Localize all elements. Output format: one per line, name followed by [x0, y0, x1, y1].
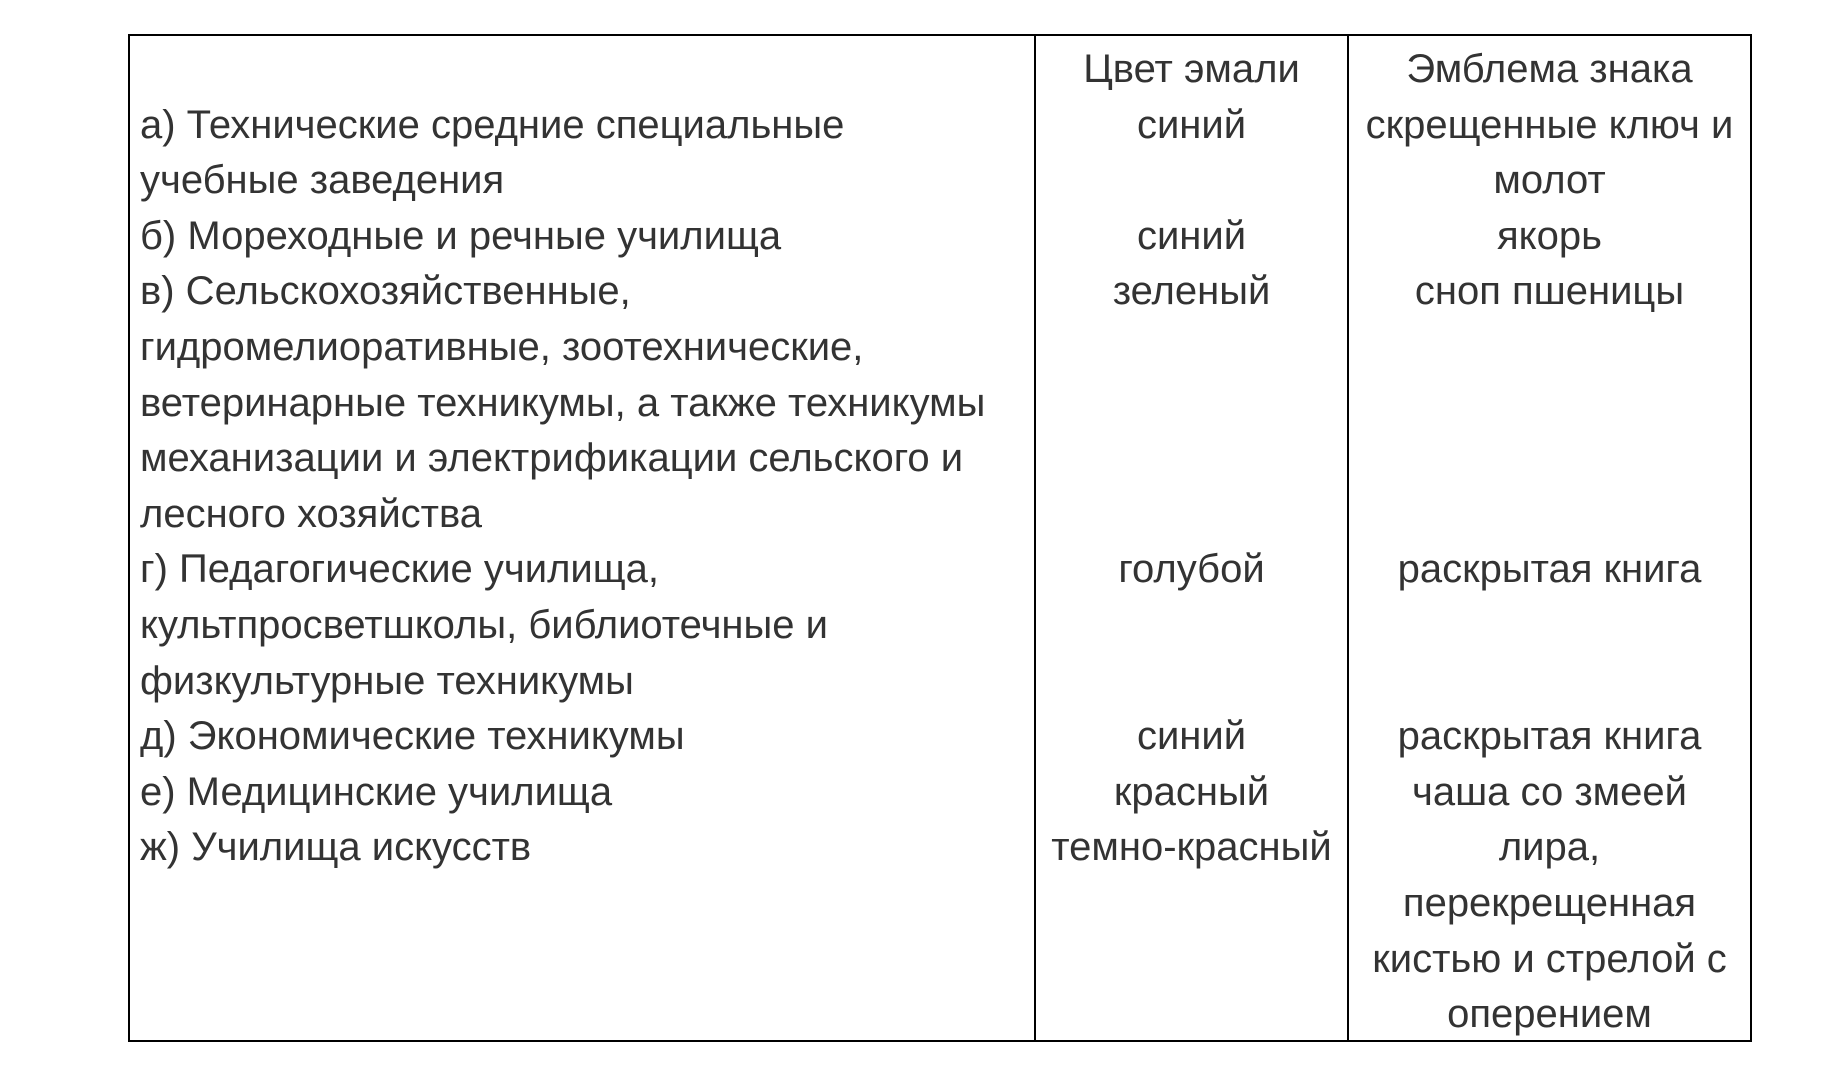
row-zh-emblem-line-3: кистью и стрелой с [1372, 936, 1727, 981]
row-v-type-line-1: в) Сельскохозяйственные, [140, 269, 631, 314]
row-d-emblem-line-1: раскрытая книга [1397, 714, 1702, 759]
institution-type-column [130, 36, 1036, 1040]
row-b-emblem-line-1: якорь [1497, 213, 1602, 258]
row-v-color-spacer-4 [1036, 487, 1347, 543]
row-zh-type-line-1: ж) Училища искусств [140, 825, 532, 870]
row-b-color: синий [1136, 213, 1247, 258]
row-e-color: красный [1113, 769, 1270, 814]
row-g-color-spacer-1 [1036, 598, 1347, 654]
row-v-type-line-4: механизации и электрификации сельского и [140, 436, 964, 481]
row-a-emblem-line-2: молот [1493, 158, 1606, 203]
enamel-color-column [1036, 36, 1349, 1040]
emblem-column [1349, 36, 1750, 1040]
row-v-type-line-2: гидромелиоративные, зоотехнические, [140, 324, 864, 369]
header-type-cell [140, 42, 1028, 98]
row-v-color-spacer-2 [1036, 376, 1347, 432]
header-color-cell: Цвет эмали [1083, 47, 1300, 91]
row-v-type-line-5: лесного хозяйства [140, 491, 483, 536]
row-g-type-line-3: физкультурные техникумы [140, 658, 634, 703]
row-v-color-spacer-1 [1036, 320, 1347, 376]
row-a-emblem-line-1: скрещенные ключ и [1365, 102, 1734, 147]
row-e-emblem-line-1: чаша со змеей [1411, 769, 1688, 814]
row-a-type-line-1: а) Технические средние специальные [140, 102, 845, 147]
row-d-type-line-1: д) Экономические техникумы [140, 714, 685, 759]
row-v-color-spacer-3 [1036, 431, 1347, 487]
row-zh-emblem-line-4: оперением [1447, 992, 1652, 1037]
row-d-color: синий [1136, 714, 1247, 759]
row-v-emblem-line-1: сноп пшеницы [1414, 269, 1685, 314]
row-g-type-line-2: культпросветшколы, библиотечные и [140, 602, 828, 647]
row-v-type-line-3: ветеринарные техникумы, а также техникумы [140, 380, 986, 425]
row-b-type-line-1: б) Мореходные и речные училища [140, 213, 782, 258]
row-v-emblem-spacer-1 [1349, 320, 1750, 376]
row-a-color-spacer [1036, 153, 1347, 209]
row-zh-emblem-line-1: лира, [1498, 825, 1601, 870]
row-g-emblem-spacer-1 [1349, 598, 1750, 654]
header-emblem-cell: Эмблема знака [1406, 47, 1693, 91]
row-v-color: зеленый [1112, 269, 1271, 314]
row-v-emblem-spacer-2 [1349, 376, 1750, 432]
row-zh-color: темно-красный [1051, 825, 1332, 870]
row-e-type-line-1: е) Медицинские училища [140, 769, 613, 814]
row-a-color: синий [1136, 102, 1247, 147]
row-g-emblem-spacer-2 [1349, 654, 1750, 710]
row-g-emblem-line-1: раскрытая книга [1397, 547, 1702, 592]
row-g-color-spacer-2 [1036, 654, 1347, 710]
row-a-type-line-2: учебные заведения [140, 158, 505, 203]
row-zh-emblem-line-2: перекрещенная [1402, 880, 1697, 925]
enamel-emblem-table [128, 34, 1752, 1042]
row-v-emblem-spacer-4 [1349, 487, 1750, 543]
row-g-color: голубой [1118, 547, 1265, 592]
row-v-emblem-spacer-3 [1349, 431, 1750, 487]
row-g-type-line-1: г) Педагогические училища, [140, 547, 660, 592]
